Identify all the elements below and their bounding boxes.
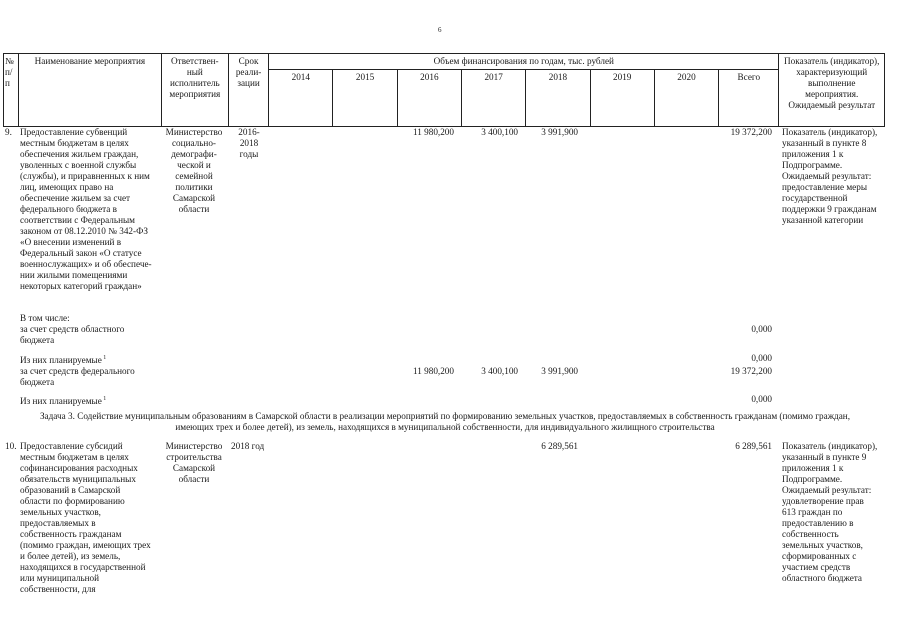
row9-federal-2016: 11 980,200 [412, 366, 454, 376]
col-funding-header: Объем финансирования по годам, тыс. рублей [269, 54, 779, 70]
col-term-header: Срок реали- зации [228, 54, 268, 127]
row9-total: 19 372,200 [730, 127, 772, 137]
row9-federal-2017: 3 400,100 [481, 366, 518, 376]
row9-term: 2016- 2018 годы [238, 127, 260, 159]
row9-value-2016: 11 980,200 [412, 127, 454, 137]
task3-heading: Задача 3. Содействие муниципальным образованиям в Самарской области в реализации мероприятий по формированию земельных участков, предоставляемых в собственность гражданам (помимо граждан, имеющих трех и более детей), из земель, находящихся в муниципальной собственности, для индивидуального жилищного строительства [39, 411, 851, 432]
row9-value-2017: 3 400,100 [481, 127, 518, 137]
row9-planned-label-2: Из них планируемые $^1$ [20, 396, 107, 407]
row9-planned-total-1: 0,000 [751, 353, 772, 363]
col-year-2020: 2020 [654, 70, 718, 127]
row9-num: 9. [5, 127, 12, 137]
col-year-2016: 2016 [397, 70, 461, 127]
row10-num: 10. [5, 441, 17, 451]
row10-value-2018: 6 289,561 [541, 441, 578, 451]
col-name-header: Наименование мероприятия [19, 54, 162, 127]
row9-federal-2018: 3 991,900 [541, 366, 578, 376]
col-total-header: Всего [719, 70, 779, 127]
row10-term: 2018 год [231, 441, 265, 451]
row9-federal-label: за счет средств федерального бюджета [20, 366, 135, 387]
row10-name: Предоставление субсидий местным бюджетам в целях софинансирования расходных обязательств муниципальных образований в Самарской области по формированию земельных участков, предоставляемых в собственность гражданам (помимо граждан, имеющих трех и более детей), из земель, находящихся в государственной или муниципальной собственности, для [20, 441, 151, 594]
col-year-2015: 2015 [333, 70, 397, 127]
row9-indicator: Показатель (индикатор), указанный в пункте 8 приложения 1 к Подпрограмме. Ожидаемый результат: предоставление меры государственной поддержки 9 гражданам указанной категории [782, 127, 878, 225]
col-indicator-header: Показатель (индикатор), характеризующий выполнение мероприятия. Ожидаемый результат [779, 54, 885, 127]
col-year-2014: 2014 [269, 70, 333, 127]
col-year-2017: 2017 [462, 70, 526, 127]
row9-name: Предоставление субвенций местным бюджетам в целях обеспечения жильем граждан, уволенных с военной службы (службы), и приравненных к ним лиц, имеющих право на обеспечение жильем за счет федерального бюджета в соответствии с Федеральным законом от 08.12.2010 № 342-ФЗ «О внесении изменений в Федеральный закон «О статусе военнослужащих» и об обеспече- нии жилыми помещениями некоторых категорий граждан» [20, 127, 152, 291]
col-year-2019: 2019 [590, 70, 654, 127]
row10-responsible: Министерство строительства Самарской области [165, 441, 223, 484]
table-header [3, 53, 885, 127]
row9-including-label: В том числе: [20, 313, 70, 323]
col-num-header: № п/п [4, 54, 19, 127]
page-mark: 6 [438, 26, 442, 34]
row10-indicator: Показатель (индикатор), указанный в пункте 9 приложения 1 к Подпрограмме. Ожидаемый результат: удовлетворение прав 613 граждан по предоставлению в собственность земельных участков, сформированных с участием средств областного бюджета [782, 441, 878, 583]
row9-planned-total-2: 0,000 [751, 394, 772, 404]
row10-total: 6 289,561 [735, 441, 772, 451]
row9-regional-total: 0,000 [751, 324, 772, 334]
row9-planned-label-1: Из них планируемые $^1$ [20, 355, 107, 366]
row9-regional-label: за счет средств областного бюджета [20, 324, 125, 345]
col-year-2018: 2018 [526, 70, 590, 127]
row9-value-2018: 3 991,900 [541, 127, 578, 137]
row9-federal-total: 19 372,200 [730, 366, 772, 376]
col-resp-header: Ответствен- ный исполнитель мероприятия [161, 54, 228, 127]
row9-responsible: Министерство социально- демографи- ческой и семейной политики Самарской области [165, 127, 223, 214]
